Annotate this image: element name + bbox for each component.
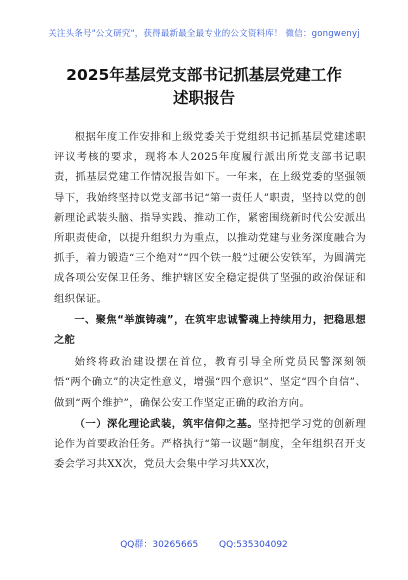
section-1-paragraph: 始终将政治建设摆在首位，教育引导全所党员民警深刻领悟“两个确立”的决定性意义，增强“四个意识”、坚定“四个自信”、做到“两个维护”，确保公安工作坚定正确的政治方向。: [54, 356, 366, 409]
title-line-1: 2025年基层党支部书记抓基层党建工作: [66, 66, 342, 84]
footer-contact: [0, 537, 408, 550]
subsection-1-paragraph: [54, 414, 366, 475]
subsection-1-text: 坚持把学习党的创新理论作为首要政治任务。严格执行“第一议题”制度，全年组织召开支委会学习共XX次，党员大会集中学习共XX次，: [54, 417, 367, 471]
footer-qq-group: QQ群：30265665: [120, 540, 199, 550]
subsection-1-lead: （一）深化理论武装，筑牢信仰之基。: [74, 417, 259, 430]
footer-qq-number: QQ:535304092: [219, 540, 288, 550]
header-promo-note: 关注头条号"公文研究"，获得最新最全最专业的公文资料库！ 微信：gongwenyj: [48, 29, 360, 39]
section-1-heading: 一、聚焦“举旗铸魂”，在筑牢忠诚警魂上持续用力，把稳思想之舵: [54, 314, 366, 347]
intro-paragraph: 根据年度工作安排和上级党委关于党组织书记抓基层党建述职评议考核的要求，现将本人2025年度履行派出所党支部书记职责，抓基层党建工作情况报告如下。一年来，在上级党委的坚强领导下，我始终坚持以党支部书记“第一责任人”职责，坚持以党的创新理论武装头脑、指导实践、推动工作，紧密围绕新时代公安派出所职责使命，以提升组织力为重点，以推动党建与业务深度融合为抓手，着力锻造“三个绝对”“四个铁一般”过硬公安铁军，为圆满完成各项公安保卫任务、维护辖区安全稳定提供了坚强的政治保证和组织保证。: [54, 131, 366, 305]
document-title: [20, 64, 388, 110]
title-line-2: 述职报告: [172, 89, 235, 107]
document-body: [54, 127, 366, 474]
